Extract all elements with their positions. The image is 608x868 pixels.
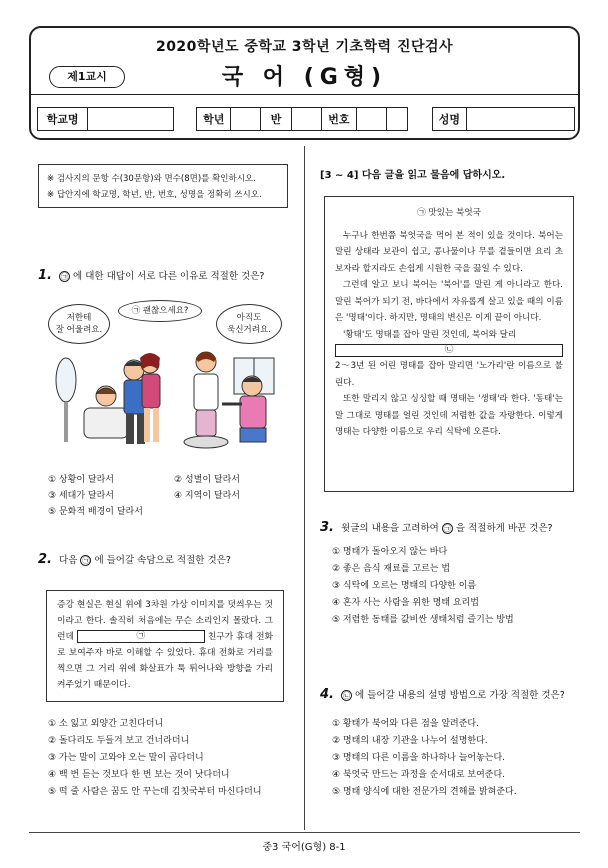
option-3[interactable]: ③ 식탁에 오르는 명태의 다양한 이름 — [332, 581, 477, 591]
option-2[interactable]: ② 좋은 음식 재료를 고르는 법 — [332, 564, 451, 574]
question-number: 1. — [38, 268, 52, 283]
paragraph-4: 또한 말리지 않고 싱싱할 때 명태는 '생태'라 한다. '동태'는 말 그대로 명태를 얼린 것인데 저렴한 값을 자랑한다. 이렇게 명태는 다양한 이름으로 우리 식탁에 오른다. — [335, 394, 563, 437]
instructions-box — [38, 164, 288, 208]
passage-3-4 — [324, 196, 574, 492]
grade-label: 학년 — [196, 107, 231, 131]
subject-title: 국 어 (G형) — [221, 65, 388, 90]
blank-box: ㉠ — [77, 630, 205, 643]
page-footer: 중3 국어(G형) 8-1 — [262, 842, 346, 853]
marker-giyeok: ㉠ — [82, 556, 90, 565]
question-text-post: 을 적절하게 바꾼 것은? — [455, 523, 553, 534]
footer-divider — [29, 832, 580, 833]
option-4[interactable]: ④ 백 번 듣는 것보다 한 번 보는 것이 낫다더니 — [48, 770, 230, 780]
marker-giyeok: ㉠ — [443, 524, 452, 533]
speech-bubble-left: 저한테 잘 어울려요. — [48, 304, 110, 344]
option-2[interactable]: ② 성별이 달라서 — [174, 475, 240, 485]
option-3[interactable]: ③ 세대가 달라서 — [48, 491, 114, 501]
header-divider — [31, 94, 578, 95]
name-field[interactable] — [467, 107, 575, 131]
question-text-pre: 윗글의 내용을 고려하여 — [341, 523, 439, 534]
exam-header — [29, 26, 580, 140]
option-2[interactable]: ② 돌다리도 두들겨 보고 건너라더니 — [48, 736, 190, 746]
question-number: 4. — [320, 687, 334, 702]
option-4[interactable]: ④ 혼자 사는 사람을 위한 명태 요리법 — [332, 598, 479, 608]
question-number: 3. — [320, 520, 334, 535]
question-text-post: 에 들어갈 속담으로 적절한 것은? — [94, 555, 231, 566]
marker-nieun: ㉡ — [342, 691, 351, 700]
option-1[interactable]: ① 황태가 북어와 다른 점을 알려준다. — [332, 719, 479, 729]
student-info-row — [37, 107, 575, 131]
marker-giyeok: ㉠ — [60, 272, 69, 281]
paragraph-3b: 2～3년 된 어린 명태를 잡아 말리면 '노가리'란 이름으로 불린다. — [335, 361, 563, 388]
question-2-options — [48, 716, 298, 801]
school-label: 학교명 — [37, 107, 88, 131]
question-2-passage — [46, 590, 284, 702]
number-field[interactable] — [357, 107, 386, 131]
passage-title: ㉠ 맛있는 북엇국 — [417, 208, 481, 218]
question-text: 에 들어갈 내용의 설명 방법으로 가장 적절한 것은? — [355, 690, 565, 701]
question-4-stem — [320, 687, 565, 702]
option-2[interactable]: ② 명태의 내장 기관을 나누어 설명한다. — [332, 736, 488, 746]
question-number: 2. — [38, 552, 52, 567]
option-5[interactable]: ⑤ 명태 양식에 대한 전문가의 견해를 밝혀준다. — [332, 787, 517, 797]
column-divider — [304, 146, 305, 830]
option-4[interactable]: ④ 지역이 달라서 — [174, 491, 240, 501]
notice-line-1: ※ 검사지의 문항 수(30문항)와 면수(8면)를 확인하시오. — [47, 174, 256, 184]
section-3-4-instruction: [3 ~ 4] 다음 글을 읽고 물음에 답하시오. — [320, 170, 506, 181]
option-5[interactable]: ⑤ 저렴한 동태를 값비싼 생태처럼 즐기는 방법 — [332, 615, 514, 625]
option-1[interactable]: ① 상황이 달라서 — [48, 475, 114, 485]
number-field-2[interactable] — [387, 107, 409, 131]
paragraph-2: 그런데 알고 보니 북어는 '북어'를 말린 게 아니라고 한다. 말린 북어가 되기 전, 바다에서 자유롭게 살고 있을 때의 이름은 '명태'이다. 하지만, 명태의 변신은 이게 끝이 아니다. — [335, 280, 563, 323]
speech-bubble-center: ㉠ 괜찮으세요? — [118, 300, 202, 322]
exam-title: 2020학년도 중학교 3학년 기초학력 진단검사 — [155, 39, 454, 55]
passage-text-2: 친구가 휴대 전화로 보여주자 바로 이해할 수 있었다. 휴대 전화로 거리를 찍으면 그 거리 위에 화살표가 툭 튀어나와 방향을 가리켜주었기 때문이다. — [57, 632, 274, 690]
paragraph-1: 누구나 한번쯤 북엇국을 먹어 본 적이 있을 것이다. 북어는 말린 상태라 보관이 쉽고, 콩나물이나 무를 곁들이면 요리 초보자라 할지라도 손쉽게 시원한 국을 끓일 수 있다. — [335, 230, 563, 274]
blank-box: ㉡ — [335, 344, 563, 357]
question-2-stem — [38, 552, 231, 567]
option-1[interactable]: ① 소 잃고 외양간 고친다더니 — [48, 719, 164, 729]
question-1-illustration — [46, 300, 286, 460]
passage-text-1: 증강 현실은 현실 위에 3차원 가상 이미지를 덧씌우는 것이라고 한다. 솔직히 처음에는 무슨 소리인지 몰랐다. 그런데 — [57, 600, 273, 642]
class-field[interactable] — [292, 107, 321, 131]
question-text-pre: 다음 — [59, 555, 78, 566]
period-label: 제1교시 — [49, 66, 125, 88]
notice-line-2: ※ 답안지에 학교명, 학년, 반, 번호, 성명을 정확히 쓰시오. — [47, 190, 262, 200]
question-3-options — [332, 544, 582, 629]
option-5[interactable]: ⑤ 떡 줄 사람은 꿈도 안 꾸는데 김칫국부터 마신다더니 — [48, 787, 262, 797]
option-3[interactable]: ③ 명태의 다른 이름을 하나하나 늘어놓는다. — [332, 753, 506, 763]
speech-bubble-right: 아직도 욱신거려요. — [216, 304, 282, 344]
option-3[interactable]: ③ 가는 말이 고와야 오는 말이 곱다더니 — [48, 753, 204, 763]
question-1-stem — [38, 268, 264, 283]
option-1[interactable]: ① 명태가 돌아오지 않는 바다 — [332, 547, 448, 557]
question-3-stem — [320, 520, 553, 535]
question-1-options — [48, 472, 288, 520]
number-label: 번호 — [322, 107, 357, 131]
grade-field[interactable] — [231, 107, 260, 131]
question-text: 에 대한 대답이 서로 다른 이유로 적절한 것은? — [73, 271, 265, 282]
class-label: 반 — [261, 107, 292, 131]
school-field[interactable] — [88, 107, 174, 131]
option-5[interactable]: ⑤ 문화적 배경이 달라서 — [48, 507, 143, 517]
option-4[interactable]: ④ 북엇국 만드는 과정을 순서대로 보여준다. — [332, 770, 506, 780]
name-label: 성명 — [432, 107, 467, 131]
question-4-options — [332, 716, 582, 801]
paragraph-3a: '황태'도 명태를 잡아 말린 것인데, 북어와 달리 — [343, 329, 517, 340]
